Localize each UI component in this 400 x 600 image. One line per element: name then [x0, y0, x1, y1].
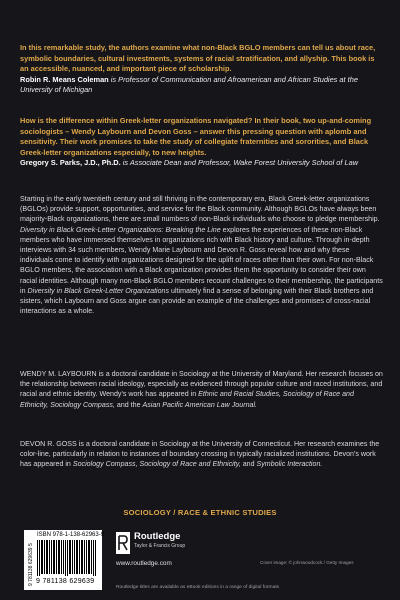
description-part: Starting in the early twentieth century and still thriving in the contemporary era, Black Greek-letter organizations (BGLOs) provide support, opportunities, and service for the Black community. Although BGLOs have always been majority-Black organizations, there are small numbers of non-Black individuals who choose to pledge membership.	[20, 195, 380, 224]
journal-last: Symbolic Interaction.	[256, 460, 323, 469]
praise-title: is Professor of Communication and Afroamerican and African Studies at the University of Michigan	[20, 74, 358, 95]
author-bio-2	[20, 439, 384, 470]
book-description	[20, 194, 384, 316]
book-title: Diversity in Black Greek-Letter Organizations: Breaking the Line	[20, 225, 221, 234]
publisher-group: Taylor & Francis Group	[134, 543, 186, 549]
barcode-icon	[37, 540, 97, 576]
description-part: ultimately find a sense of belonging with their Black brothers and sisters, which Laybourn and Goss argue can provide an example of the challenges and promises of cross-racial interactions as a whole.	[20, 286, 374, 316]
praise-attribution	[20, 75, 384, 96]
publisher-name: Routledge	[134, 531, 181, 542]
bio-part: is a doctoral candidate in Sociology at the University of Maryland. Her research focuses on the relationship between racial ideology, especially as evidenced through popular culture and raced institutions, and racial and ethnic identity. Wendy's work has appeared in	[20, 370, 383, 399]
cover-image-credit: Cover image: © johnwoodcock / Getty Images	[260, 560, 354, 565]
praise-attribution	[20, 158, 384, 169]
author-name: WENDY M. LAYBOURN	[20, 370, 97, 378]
author-bio-text	[20, 369, 384, 410]
book-title: Diversity in Black Greek-Letter Organizations	[27, 286, 170, 295]
barcode-number: 9 781138 629639	[36, 578, 95, 585]
praise-quote: How is the difference within Greek-letter organizations navigated? In their book, two up-and-coming sociologists – Wendy Laybourn and Devon Goss – answer this pressing question with aplomb and sensitivity. Their work promises to take the study of collegiate fraternities and sororities, and Black Greek-letter organizations especially, to new heights.	[20, 116, 372, 157]
routledge-logo-icon	[116, 532, 130, 554]
publisher-code-text: 9 781138 629639 5	[28, 543, 34, 586]
praise-quote: In this remarkable study, the authors examine what non-Black BGLO members can tell us about race, symbolic boundaries, cultural investments, systems of racial stratification, and allyship. This book is an accessible, nuanced, and important piece of scholarship.	[20, 43, 376, 74]
praise-1	[20, 43, 384, 96]
author-bio-1	[20, 369, 384, 410]
publisher-url[interactable]: www.routledge.com	[116, 560, 172, 567]
author-bio-text	[20, 439, 384, 470]
journal-last: Asian Pacific American Law Journal.	[142, 400, 258, 409]
bio-part: and the	[116, 400, 141, 409]
publisher-code	[26, 532, 34, 588]
bio-part: and	[242, 460, 255, 469]
praise-name: Gregory S. Parks, J.D., Ph.D.	[20, 158, 121, 168]
praise-title: is Associate Dean and Professor, Wake Forest University School of Law	[122, 158, 359, 168]
isbn-label: ISBN 978-1-138-62963-9	[37, 532, 105, 538]
description-part: explores the experiences of these non-Black members who have immersed themselves in organizations rich with Black history and culture. Through in-depth interviews with 34 such members, Wendy Marie Laybourn and Devon R. Goss reveal how and why these individuals come to identify with organizations designed for the uplift of races other than their own. For non-Black BGLO members, the association with a Black organization provides them the opportunity to consider their own racial identities. Although many non-Black BGLO members recount challenges to their membership, the participants in	[20, 225, 383, 295]
description-text	[20, 194, 384, 316]
subject-category: SOCIOLOGY / RACE & ETHNIC STUDIES	[123, 508, 277, 517]
author-name: DEVON R. GOSS	[20, 440, 77, 448]
journal-list: Sociology Compass, Sociology of Race and Ethnicity,	[72, 460, 241, 469]
bio-part: is a doctoral candidate in Sociology at the University of Connecticut. Her research examines the color-line, particularly in relation to instances of boundary crossing in typically racialized institutions. Devon's work has appeared in	[20, 440, 380, 469]
praise-name: Robin R. Means Coleman	[20, 74, 109, 84]
praise-2	[20, 116, 384, 169]
ebook-note: Routledge titles are available as eBook editions in a range of digital formats	[116, 585, 280, 590]
journal-list: Ethnic and Racial Studies, Sociology of Race and Ethnicity, Sociology Compass,	[20, 390, 354, 409]
